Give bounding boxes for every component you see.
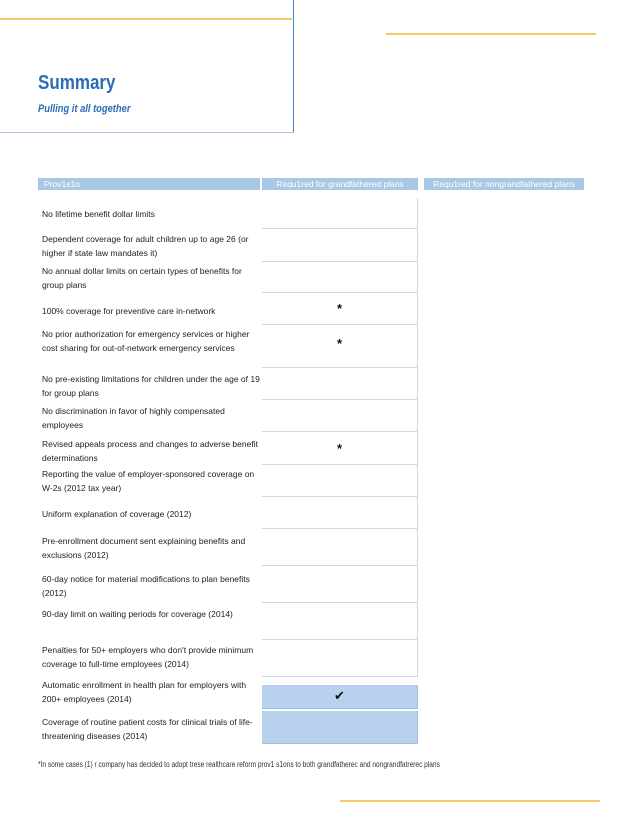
table-row: Automatic enrollment in health plan for employers with 200+ employees (2014) [42,680,247,704]
column-header-nongrandfathered: Requ1red for nongrandfathered plans [424,178,584,190]
table-row: Revised appeals process and changes to adverse benefit determinations [42,439,258,463]
table-row: No discrimination in favor of highly compensated employees [42,406,225,430]
grandfathered-cell-highlighted [262,685,418,709]
grandfathered-cell [262,229,418,262]
table-row: 90-day limit on waiting periods for coverage (2014) [42,609,233,619]
grandfathered-cell [262,529,418,566]
cell-mark: * [336,336,343,351]
table-row: Uniform explanation of coverage (2012) [42,509,192,519]
table-row: No pre-existing limitations for children under the age of 19 for group plans [42,374,260,398]
table-row: No lifetime benefit dollar limits [42,209,155,219]
grandfathered-cell [262,400,418,432]
grandfathered-cell [262,603,418,640]
table-row: Reporting the value of employer-sponsored coverage on W-2s (2012 tax year) [42,469,255,493]
table-row: No prior authorization for emergency services or higher cost sharing for out-of-network emergency services [42,329,250,353]
grandfathered-cell [262,262,418,293]
top-left-rule [0,18,292,20]
grandfathered-cell [262,293,418,325]
table-row: 100% coverage for preventive care in-network [42,306,216,316]
table-row: No annual dollar limits on certain types of benefits for group plans [42,266,242,290]
grandfathered-cell [262,325,418,368]
grandfathered-cell [262,465,418,497]
page-subtitle: Pulling it all together [38,103,131,115]
cell-mark: * [336,441,343,456]
top-vertical-rule [293,0,294,132]
column-header-provision: Prov1s1o [38,178,260,190]
grandfathered-cell [262,368,418,400]
table-row: Coverage of routine patient costs for clinical trials of life-threatening diseases (2014) [42,717,253,741]
column-header-grandfathered: Requ1red for grandfathered plans [262,178,418,190]
table-row: Pre-enrollment document sent explaining benefits and exclusions (2012) [42,536,246,560]
footnote: *In some cases (1) r company has decided to adopt trese realthcare reform prov1 s1ons to both grandfatherec and nongrandfatrerec plans [38,760,440,769]
grandfathered-cell [262,640,418,677]
page-title: Summary [38,72,116,94]
cell-mark: * [336,301,343,316]
table-row: 60-day notice for material modifications to plan benefits (2012) [42,574,250,598]
grandfathered-cell [262,566,418,603]
table-row: Dependent coverage for adult children up to age 26 (or higher if state law mandates it) [42,234,249,258]
checkmark-icon: ✔ [334,688,345,703]
table-row: Penalties for 50+ employers who don't provide minimum coverage to full-time employees (2014) [42,645,254,669]
title-underline [0,132,294,133]
grandfathered-cell [262,497,418,529]
top-right-rule [386,33,596,35]
bottom-rule [340,800,600,802]
grandfathered-cell-highlighted [262,711,418,744]
grandfathered-cell [262,198,418,229]
grandfathered-cell [262,432,418,465]
